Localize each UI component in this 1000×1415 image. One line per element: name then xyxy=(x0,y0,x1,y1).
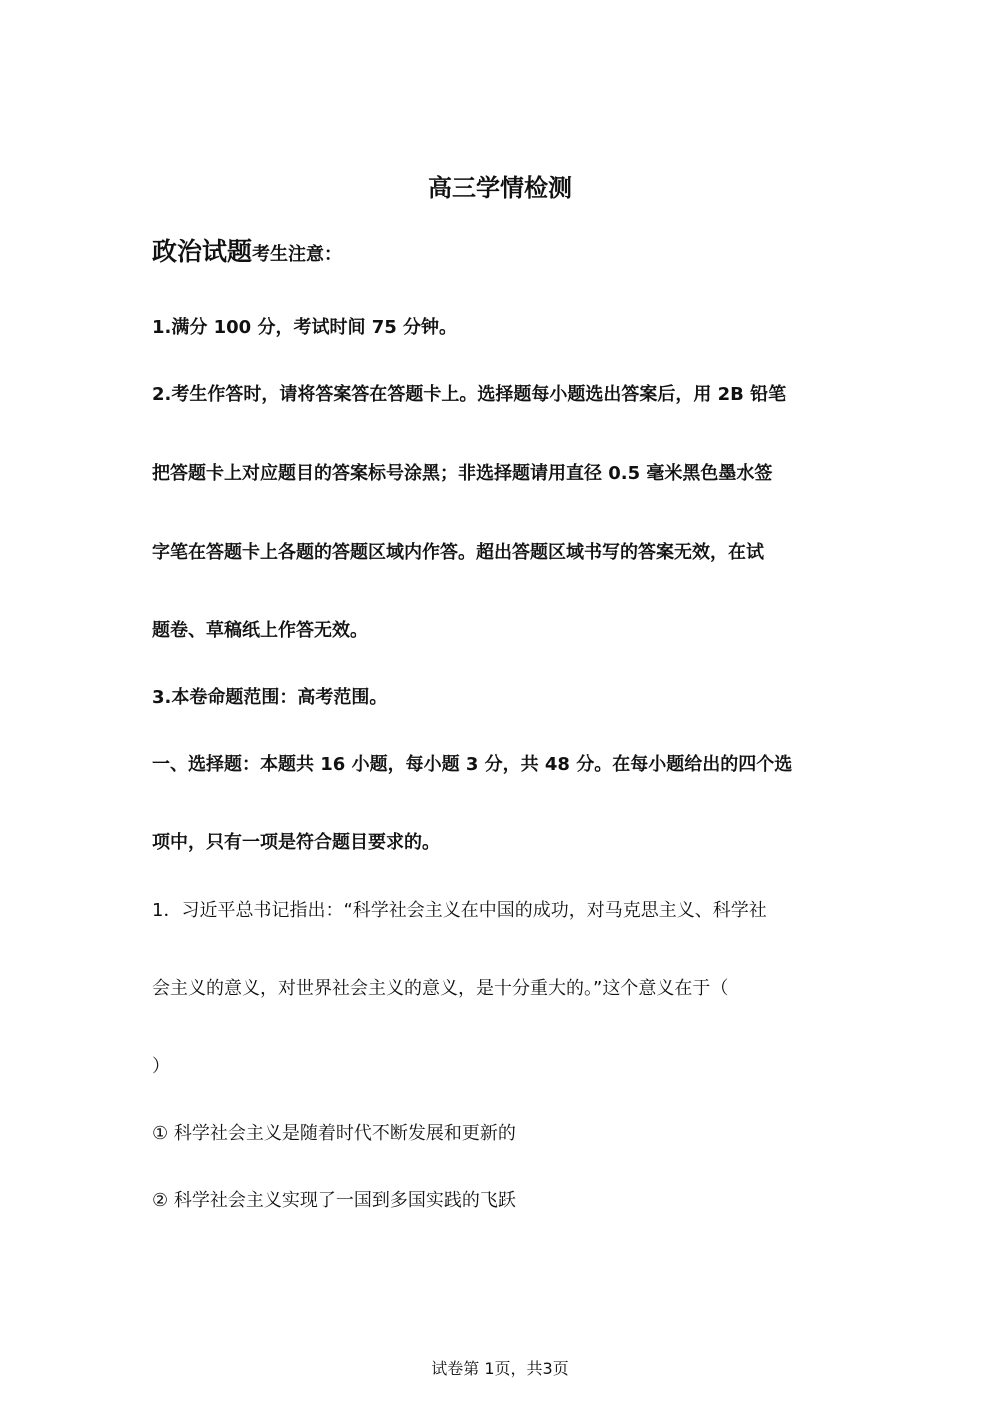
instruction-2-line-3: 字笔在答题卡上各题的答题区域内作答。超出答题区域书写的答案无效，在试 xyxy=(152,542,764,563)
instruction-1: 1.满分 100 分，考试时间 75 分钟。 xyxy=(152,317,458,338)
subject-title: 政治试题 xyxy=(152,237,253,266)
instruction-3: 3.本卷命题范围：高考范围。 xyxy=(152,687,388,708)
subject-line xyxy=(152,237,343,267)
instruction-2-line-4: 题卷、草稿纸上作答无效。 xyxy=(152,620,368,641)
section-one-line-1: 一、选择题：本题共 16 小题，每小题 3 分，共 48 分。在每小题给出的四个选 xyxy=(152,754,793,775)
page-footer: 试卷第 1页，共3页 xyxy=(431,1359,569,1378)
notice-heading: 考生注意： xyxy=(252,244,343,265)
instruction-2-line-2: 把答题卡上对应题目的答案标号涂黑；非选择题请用直径 0.5 毫米黑色墨水签 xyxy=(152,463,773,484)
question-1-stem-line-1: 1．习近平总书记指出：“科学社会主义在中国的成功，对马克思主义、科学社 xyxy=(152,900,767,921)
question-1-option-1: ① 科学社会主义是随着时代不断发展和更新的 xyxy=(152,1123,516,1144)
instruction-2-line-1: 2.考生作答时，请将答案答在答题卡上。选择题每小题选出答案后，用 2B 铅笔 xyxy=(152,384,787,405)
exam-title: 高三学情检测 xyxy=(428,174,572,202)
question-1-stem-line-2: 会主义的意义，对世界社会主义的意义，是十分重大的。”这个意义在于（ xyxy=(152,978,729,999)
question-1-stem-line-3: ） xyxy=(152,1056,170,1077)
section-one-line-2: 项中，只有一项是符合题目要求的。 xyxy=(152,832,440,853)
question-1-option-2: ② 科学社会主义实现了一国到多国实践的飞跃 xyxy=(152,1190,516,1211)
